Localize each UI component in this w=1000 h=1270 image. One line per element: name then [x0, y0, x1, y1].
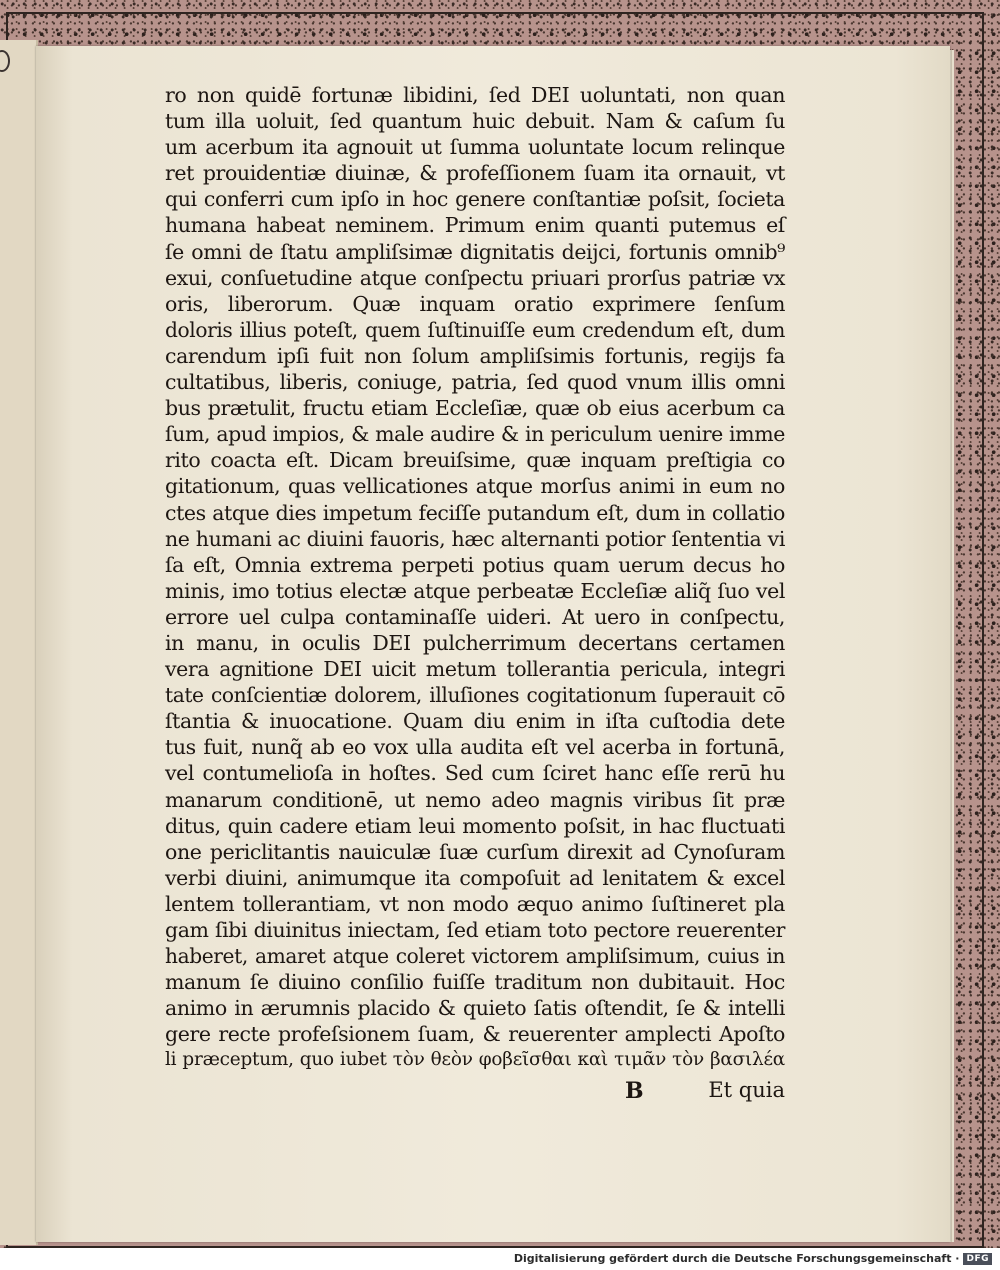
credit-text: Digitalisierung gefördert durch die Deutsche Forschungsgemeinschaft ·: [513, 1252, 960, 1265]
text-line: gere recte profeſsionem ſuam, & reuerenter amplecti Apoſto: [165, 1022, 785, 1047]
text-line: ro non quidē fortunæ libidini, ſed DEI uoluntati, non quan: [165, 83, 785, 107]
text-line: exui, conſuetudine atque conſpectu priuari prorſus patriæ vx: [165, 265, 785, 290]
text-line: rito coacta eſt. Dicam breuiſsime, quæ inquam preſtigia co: [165, 448, 785, 473]
text-line: carendum ipſi fuit non ſolum ampliſsimis fortunis, regijs fa: [165, 343, 785, 368]
text-line: manum ſe diuino conſilio fuiſſe traditum non dubitauit. Hoc: [165, 970, 785, 995]
text-line: cultatibus, liberis, coniuge, patria, ſed quod vnum illis omni: [165, 370, 785, 395]
text-line: tate conſcientiæ dolorem, illuſiones cogitationum ſuperauit cō: [165, 683, 785, 708]
digitization-credit: [514, 1252, 992, 1265]
page-footer: [165, 1078, 785, 1108]
text-line: qui conferri cum ipſo in hoc genere conſtantiæ poſsit, ſocieta: [165, 187, 785, 212]
text-line: animo in ærumnis placido & quieto ſatis oſtendit, ſe & intelli: [165, 996, 785, 1021]
text-line: errore uel culpa contaminaſſe uideri. At uero in conſpectu,: [165, 604, 785, 629]
text-line: ditus, quin cadere etiam leui momento poſsit, in hac fluctuati: [165, 813, 785, 838]
text-line: ſum, apud impios, & male audire & in periculum uenire imme: [165, 422, 785, 447]
text-line: li præceptum, quo iubet τὸν θεὸν φοβεῖσθαι καὶ τιμᾶν τὸν βασιλέα: [165, 1049, 785, 1071]
text-line: tus fuit, nunq̃ ab eo vox ulla audita eſt vel acerba in fortunā,: [165, 735, 785, 760]
text-line: minis, imo totius electæ atque perbeatæ Eccleſiæ aliq̃ ſuo vel: [165, 578, 785, 603]
text-line: doloris illius poteſt, quem ſuſtinuiſſe eum credendum eſt, dum: [165, 317, 785, 342]
text-line: tum illa uoluit, ſed quantum huic debuit. Nam & caſum ſu: [165, 109, 785, 134]
text-line: um acerbum ita agnouit ut ſumma uoluntate locum relinque: [165, 135, 785, 160]
text-line: gam ſibi diuinitus iniectam, ſed etiam toto pectore reuerenter: [165, 918, 785, 942]
text-line: bus prætulit, fructu etiam Eccleſiæ, quæ ob eius acerbum ca: [165, 396, 785, 421]
text-line: gitationum, quas vellicationes atque morſus animi in eum no: [165, 474, 785, 499]
text-line: ſe omni de ſtatu ampliſsimæ dignitatis deijci, fortunis omnib⁹: [165, 239, 785, 264]
text-line: vera agnitione DEI uicit metum tollerantia pericula, integri: [165, 657, 785, 682]
text-line: oris, liberorum. Quæ inquam oratio exprimere ſenſum: [165, 291, 785, 316]
text-line: ret prouidentiæ diuinæ, & profeſſionem ſuam ita ornauit, vt: [165, 161, 785, 186]
text-line: lentem tollerantiam, vt non modo æquo animo ſuſtineret pla: [165, 891, 785, 916]
text-line: ſa eſt, Omnia extrema perpeti potius quam uerum decus ho: [165, 552, 785, 577]
text-line: in manu, in oculis DEI pulcherrimum decertans certamen: [165, 630, 785, 655]
text-line: ctes atque dies impetum feciſſe putandum eſt, dum in collatio: [165, 500, 785, 525]
catchword: Et quia: [708, 1078, 785, 1102]
inner-cover-left: [0, 40, 38, 1245]
text-line: ne humani ac diuini fauoris, hæc alternanti potior ſententia vi: [165, 526, 785, 551]
text-line: humana habeat neminem. Primum enim quanti putemus eſ: [165, 213, 785, 238]
text-line: one periclitantis nauiculæ ſuæ curſum direxit ad Cynoſuram: [165, 839, 785, 864]
signature-mark: B: [625, 1078, 644, 1104]
page-text-block: [165, 82, 785, 1074]
text-line: manarum conditionē, ut nemo adeo magnis viribus ſit præ: [165, 787, 785, 812]
text-line: ſtantia & inuocatione. Quam diu enim in iſta cuſtodia dete: [165, 709, 785, 734]
text-line: verbi diuini, animumque ita compoſuit ad lenitatem & excel: [165, 865, 785, 890]
text-line: vel contumelioſa in hoſtes. Sed cum ſciret hanc eſſe rerū hu: [165, 761, 785, 786]
dfg-logo-icon: DFG: [963, 1253, 992, 1265]
text-line: haberet, amaret atque coleret victorem ampliſsimum, cuius in: [165, 944, 785, 969]
